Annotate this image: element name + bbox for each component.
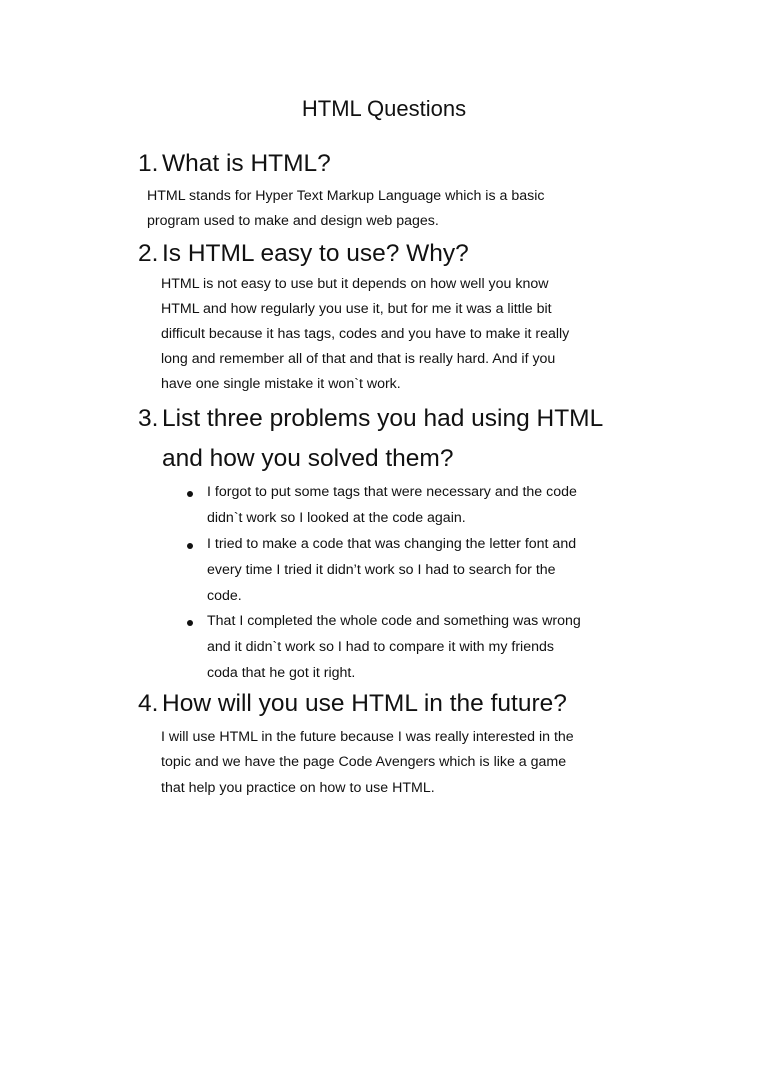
question-text: Is HTML easy to use? Why? xyxy=(162,240,469,267)
question-text: What is HTML? xyxy=(162,150,331,177)
bullet-line: I tried to make a code that was changing the letter font and xyxy=(207,536,577,552)
question-2-heading xyxy=(138,240,469,268)
bullet-icon xyxy=(187,491,193,497)
answer-line: long and remember all of that and that is really hard. And if you xyxy=(161,351,556,367)
bullet-line: didn`t work so I looked at the code again. xyxy=(207,510,466,526)
question-1-heading xyxy=(138,150,331,178)
answer-line: I will use HTML in the future because I was really interested in the xyxy=(161,729,574,745)
question-3-heading xyxy=(138,405,603,433)
question-text: List three problems you had using HTML xyxy=(162,405,604,432)
bullet-line: coda that he got it right. xyxy=(207,665,356,681)
bullet-line: I forgot to put some tags that were necessary and the code xyxy=(207,484,577,500)
answer-line: difficult because it has tags, codes and you have to make it really xyxy=(161,326,570,342)
answer-line: HTML stands for Hyper Text Markup Language which is a basic xyxy=(147,188,545,204)
answer-line: HTML and how regularly you use it, but for me it was a little bit xyxy=(161,301,552,317)
page-title: HTML Questions xyxy=(301,96,467,121)
question-number: 3. xyxy=(138,405,159,432)
answer-line: HTML is not easy to use but it depends on how well you know xyxy=(161,276,549,292)
answer-line: topic and we have the page Code Avengers which is like a game xyxy=(161,754,567,770)
bullet-line: That I completed the whole code and something was wrong xyxy=(207,613,581,629)
answer-line: that help you practice on how to use HTML. xyxy=(161,780,435,796)
question-number: 2. xyxy=(138,240,159,267)
question-number: 4. xyxy=(138,690,159,717)
answer-line: program used to make and design web pages. xyxy=(147,213,439,229)
bullet-icon xyxy=(187,543,193,549)
bullet-line: and it didn`t work so I had to compare it with my friends xyxy=(207,639,554,655)
bullet-line: every time I tried it didn’t work so I had to search for the xyxy=(207,562,556,578)
bullet-icon xyxy=(187,620,193,626)
question-3-heading-cont: and how you solved them? xyxy=(162,445,454,472)
question-text: How will you use HTML in the future? xyxy=(162,690,567,717)
answer-line: have one single mistake it won`t work. xyxy=(161,376,401,392)
bullet-line: code. xyxy=(207,588,242,604)
question-number: 1. xyxy=(138,150,159,177)
question-4-heading xyxy=(138,690,567,718)
